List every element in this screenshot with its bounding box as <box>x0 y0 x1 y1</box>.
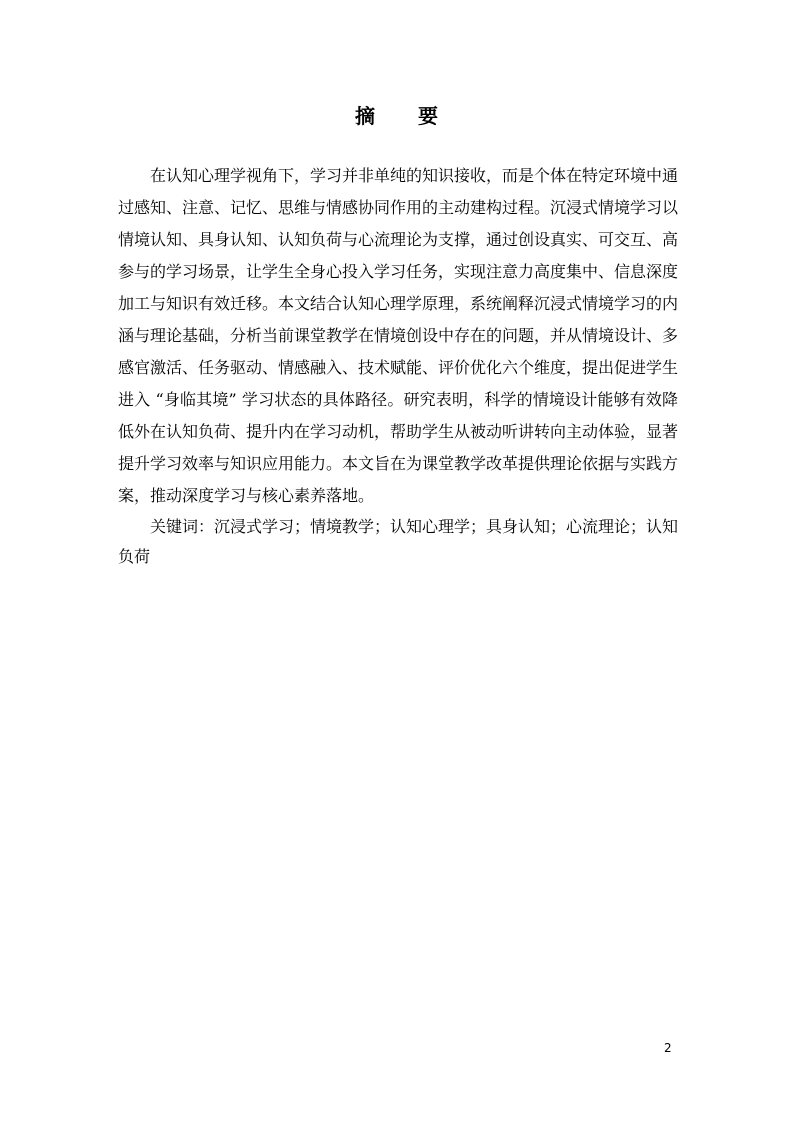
abstract-paragraph: 在认知心理学视角下，学习并非单纯的知识接收，而是个体在特定环境中通过感知、注意、记忆、思维与情感协同作用的主动建构过程。沉浸式情境学习以情境认知、具身认知、认知负荷与心流理论为支撑，通过创设真实、可交互、高参与的学习场景，让学生全身心投入学习任务，实现注意力高度集中、信息深度加工与知识有效迁移。本文结合认知心理学原理，系统阐释沉浸式情境学习的内涵与理论基础，分析当前课堂教学在情境创设中存在的问题，并从情境设计、多感官激活、任务驱动、情感融入、技术赋能、评价优化六个维度，提出促进学生进入 “身临其境” 学习状态的具体路径。研究表明，科学的情境设计能够有效降低外在认知负荷、提升内在学习动机，帮助学生从被动听讲转向主动体验，显著提升学习效率与知识应用能力。本文旨在为课堂教学改革提供理论依据与实践方案，推动深度学习与核心素养落地。 <box>118 166 679 505</box>
page-number: 2 <box>664 1041 672 1055</box>
abstract-body <box>118 160 678 512</box>
keywords-line: 关键词：沉浸式学习；情境教学；认知心理学；具身认知；心流理论；认知负荷 <box>118 517 679 566</box>
page-title: 摘 要 <box>355 104 456 128</box>
